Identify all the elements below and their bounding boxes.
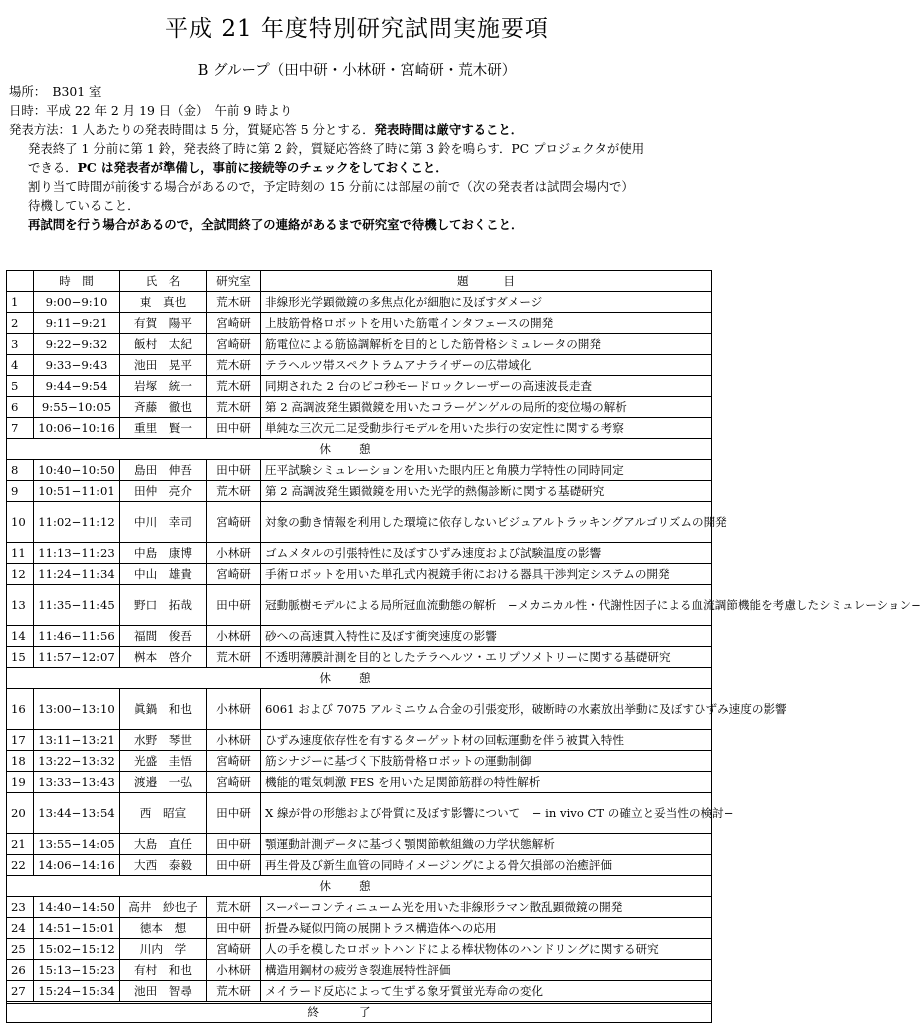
cell-name: 西 昭宣 bbox=[120, 793, 207, 834]
cell-lab: 荒木研 bbox=[207, 481, 261, 502]
cell-time: 10:51−11:01 bbox=[34, 481, 120, 502]
cell-lab: 宮崎研 bbox=[207, 751, 261, 772]
pc-prep-note: PC は発表者が準備し，事前に接続等のチェックをしておくこと． bbox=[77, 160, 448, 175]
cell-name: 大島 直任 bbox=[120, 834, 207, 855]
cell-topic: 第 2 高調波発生顕微鏡を用いたコラーゲンゲルの局所的変位場の解析 bbox=[261, 397, 712, 418]
cell-time: 14:51−15:01 bbox=[34, 918, 120, 939]
cell-time: 15:24−15:34 bbox=[34, 981, 120, 1002]
cell-no: 19 bbox=[7, 772, 34, 793]
cell-no: 9 bbox=[7, 481, 34, 502]
cell-topic: 冠動脈樹モデルによる局所冠血流動態の解析 −メカニカル性・代謝性因子による血流調節機能を考慮したシミュレーション− bbox=[261, 585, 712, 626]
cell-lab: 荒木研 bbox=[207, 897, 261, 918]
cell-topic: 同期された 2 台のピコ秒モードロックレーザーの高速波長走査 bbox=[261, 376, 712, 397]
cell-lab: 小林研 bbox=[207, 626, 261, 647]
cell-no: 24 bbox=[7, 918, 34, 939]
bottom-divider bbox=[6, 1003, 711, 1004]
group-subtitle: B グループ（田中研・小林研・宮崎研・荒木研） bbox=[197, 63, 517, 79]
cell-no: 6 bbox=[7, 397, 34, 418]
cell-name: 光盛 圭悟 bbox=[120, 751, 207, 772]
cell-name: 中川 幸司 bbox=[120, 502, 207, 543]
cell-topic: 対象の動き情報を利用した環境に依存しないビジュアルトラッキングアルゴリズムの開発 bbox=[261, 502, 712, 543]
break-row bbox=[7, 668, 712, 689]
cell-name: 斉藤 徹也 bbox=[120, 397, 207, 418]
cell-time: 13:55−14:05 bbox=[34, 834, 120, 855]
cell-name: 島田 伸吾 bbox=[120, 460, 207, 481]
cell-name: 徳本 想 bbox=[120, 918, 207, 939]
cell-no: 27 bbox=[7, 981, 34, 1002]
cell-topic: 圧平試験シミュレーションを用いた眼内圧と角膜力学特性の同時同定 bbox=[261, 460, 712, 481]
header-name: 氏 名 bbox=[120, 271, 207, 292]
cell-no: 3 bbox=[7, 334, 34, 355]
cell-time: 10:40−10:50 bbox=[34, 460, 120, 481]
header-topic: 題 目 bbox=[261, 271, 712, 292]
cell-name: 田仲 亮介 bbox=[120, 481, 207, 502]
break-row bbox=[7, 876, 712, 897]
cell-name: 池田 晃平 bbox=[120, 355, 207, 376]
method-text: 発表方法：1 人あたりの発表時間は 5 分，質疑応答 5 分とする． bbox=[9, 122, 375, 137]
cell-lab: 宮崎研 bbox=[207, 502, 261, 543]
table-row bbox=[7, 897, 712, 918]
table-row bbox=[7, 981, 712, 1002]
table-row bbox=[7, 751, 712, 772]
cell-time: 13:00−13:10 bbox=[34, 689, 120, 730]
cell-no: 10 bbox=[7, 502, 34, 543]
bell-line-2 bbox=[9, 158, 709, 177]
cell-time: 13:44−13:54 bbox=[34, 793, 120, 834]
page-title: 平成 21 年度特別研究試問実施要項 bbox=[165, 16, 549, 42]
cell-time: 9:33−9:43 bbox=[34, 355, 120, 376]
cell-topic: 砂への高速貫入特性に及ぼす衝突速度の影響 bbox=[261, 626, 712, 647]
table-row bbox=[7, 502, 712, 543]
cell-no: 14 bbox=[7, 626, 34, 647]
cell-topic: 折畳み疑似円筒の展開トラス構造体への応用 bbox=[261, 918, 712, 939]
cell-no: 21 bbox=[7, 834, 34, 855]
bell-line-1: 発表終了 1 分前に第 1 鈴，発表終了時に第 2 鈴，質疑応答終了時に第 3 鈴を鳴らす．PC プロジェクタが使用 bbox=[28, 141, 645, 156]
table-row bbox=[7, 585, 712, 626]
header-lab: 研究室 bbox=[207, 271, 261, 292]
cell-topic: 構造用鋼材の疲労き裂進展特性評価 bbox=[261, 960, 712, 981]
cell-lab: 荒木研 bbox=[207, 981, 261, 1002]
cell-time: 11:46−11:56 bbox=[34, 626, 120, 647]
cell-no: 16 bbox=[7, 689, 34, 730]
cell-lab: 宮崎研 bbox=[207, 564, 261, 585]
cell-topic: 筋電位による筋協調解析を目的とした筋骨格シミュレータの開発 bbox=[261, 334, 712, 355]
cell-name: 野口 拓哉 bbox=[120, 585, 207, 626]
cell-name: 高井 紗也子 bbox=[120, 897, 207, 918]
break-label: 休憩 bbox=[7, 439, 712, 460]
cell-lab: 田中研 bbox=[207, 418, 261, 439]
cell-no: 1 bbox=[7, 292, 34, 313]
cell-name: 岩塚 統一 bbox=[120, 376, 207, 397]
end-row bbox=[7, 1002, 712, 1023]
cell-no: 13 bbox=[7, 585, 34, 626]
table-header-row bbox=[7, 271, 712, 292]
table-row bbox=[7, 960, 712, 981]
cell-name: 飯村 太紀 bbox=[120, 334, 207, 355]
cell-time: 13:33−13:43 bbox=[34, 772, 120, 793]
cell-name: 川内 学 bbox=[120, 939, 207, 960]
cell-no: 20 bbox=[7, 793, 34, 834]
cell-no: 17 bbox=[7, 730, 34, 751]
cell-time: 13:22−13:32 bbox=[34, 751, 120, 772]
table-row bbox=[7, 939, 712, 960]
cell-no: 4 bbox=[7, 355, 34, 376]
cell-time: 9:22−9:32 bbox=[34, 334, 120, 355]
cell-name: 渡邉 一弘 bbox=[120, 772, 207, 793]
cell-time: 13:11−13:21 bbox=[34, 730, 120, 751]
cell-no: 25 bbox=[7, 939, 34, 960]
cell-topic: 人の手を模したロボットハンドによる棒状物体のハンドリングに関する研究 bbox=[261, 939, 712, 960]
cell-time: 11:24−11:34 bbox=[34, 564, 120, 585]
cell-no: 15 bbox=[7, 647, 34, 668]
cell-topic: 不透明薄膜計測を目的としたテラヘルツ・エリプソメトリーに関する基礎研究 bbox=[261, 647, 712, 668]
table-row bbox=[7, 689, 712, 730]
table-row bbox=[7, 772, 712, 793]
cell-lab: 宮崎研 bbox=[207, 939, 261, 960]
table-row bbox=[7, 730, 712, 751]
cell-lab: 田中研 bbox=[207, 585, 261, 626]
cell-topic: 顎運動計測データに基づく顎関節軟組織の力学状態解析 bbox=[261, 834, 712, 855]
table-row bbox=[7, 793, 712, 834]
bell-text-2: できる． bbox=[28, 160, 78, 175]
table-row bbox=[7, 334, 712, 355]
table-row bbox=[7, 460, 712, 481]
cell-no: 5 bbox=[7, 376, 34, 397]
cell-name: 有村 和也 bbox=[120, 960, 207, 981]
header-time: 時 間 bbox=[34, 271, 120, 292]
cell-lab: 小林研 bbox=[207, 543, 261, 564]
table-row bbox=[7, 564, 712, 585]
cell-time: 11:13−11:23 bbox=[34, 543, 120, 564]
cell-no: 8 bbox=[7, 460, 34, 481]
cell-name: 池田 智尋 bbox=[120, 981, 207, 1002]
table-row bbox=[7, 543, 712, 564]
cell-name: 中島 康博 bbox=[120, 543, 207, 564]
cell-time: 15:13−15:23 bbox=[34, 960, 120, 981]
wait-line-2: 待機していること． bbox=[28, 198, 140, 213]
cell-lab: 宮崎研 bbox=[207, 334, 261, 355]
info-block bbox=[9, 82, 709, 234]
break-label: 休憩 bbox=[7, 668, 712, 689]
method-line bbox=[9, 120, 709, 139]
table-row bbox=[7, 918, 712, 939]
cell-topic: ゴムメタルの引張特性に及ぼすひずみ速度および試験温度の影響 bbox=[261, 543, 712, 564]
cell-lab: 宮崎研 bbox=[207, 772, 261, 793]
cell-no: 12 bbox=[7, 564, 34, 585]
cell-no: 22 bbox=[7, 855, 34, 876]
table-row bbox=[7, 418, 712, 439]
cell-name: 眞鍋 和也 bbox=[120, 689, 207, 730]
cell-name: 東 真也 bbox=[120, 292, 207, 313]
end-label: 終了 bbox=[7, 1002, 712, 1023]
cell-time: 11:35−11:45 bbox=[34, 585, 120, 626]
schedule-table bbox=[6, 270, 921, 1023]
wait-line-1: 割り当て時間が前後する場合があるので，予定時刻の 15 分前には部屋の前で（次の発表者は試問会場内で） bbox=[28, 179, 634, 194]
cell-topic: X 線が骨の形態および骨質に及ぼす影響について − in vivo CT の確立と妥当性の検討− bbox=[261, 793, 712, 834]
table-row bbox=[7, 834, 712, 855]
cell-no: 7 bbox=[7, 418, 34, 439]
datetime-line: 日時：平成 22 年 2 月 19 日（金） 午前 9 時より bbox=[9, 103, 293, 118]
cell-topic: ひずみ速度依存性を有するターゲット材の回転運動を伴う被貫入特性 bbox=[261, 730, 712, 751]
cell-lab: 田中研 bbox=[207, 834, 261, 855]
table-row bbox=[7, 355, 712, 376]
cell-no: 11 bbox=[7, 543, 34, 564]
cell-lab: 荒木研 bbox=[207, 397, 261, 418]
table-row bbox=[7, 855, 712, 876]
cell-topic: 単純な三次元二足受動歩行モデルを用いた歩行の安定性に関する考察 bbox=[261, 418, 712, 439]
cell-time: 9:00−9:10 bbox=[34, 292, 120, 313]
cell-topic: 上肢筋骨格ロボットを用いた筋電インタフェースの開発 bbox=[261, 313, 712, 334]
method-strict-note: 発表時間は厳守すること． bbox=[374, 122, 524, 137]
cell-lab: 宮崎研 bbox=[207, 313, 261, 334]
cell-lab: 荒木研 bbox=[207, 647, 261, 668]
break-label: 休憩 bbox=[7, 876, 712, 897]
cell-no: 23 bbox=[7, 897, 34, 918]
cell-no: 2 bbox=[7, 313, 34, 334]
schedule-body bbox=[7, 292, 921, 1023]
cell-time: 9:55−10:05 bbox=[34, 397, 120, 418]
cell-time: 11:02−11:12 bbox=[34, 502, 120, 543]
cell-topic: スーパーコンティニューム光を用いた非線形ラマン散乱顕微鏡の開発 bbox=[261, 897, 712, 918]
cell-lab: 小林研 bbox=[207, 960, 261, 981]
cell-topic: 機能的電気刺激 FES を用いた足関節筋群の特性解析 bbox=[261, 772, 712, 793]
cell-lab: 田中研 bbox=[207, 460, 261, 481]
cell-topic: 第 2 高調波発生顕微鏡を用いた光学的熱傷診断に関する基礎研究 bbox=[261, 481, 712, 502]
cell-topic: 再生骨及び新生血管の同時イメージングによる骨欠損部の治癒評価 bbox=[261, 855, 712, 876]
cell-topic: 手術ロボットを用いた単孔式内視鏡手術における器具干渉判定システムの開発 bbox=[261, 564, 712, 585]
cell-name: 水野 琴世 bbox=[120, 730, 207, 751]
cell-lab: 田中研 bbox=[207, 855, 261, 876]
cell-no: 26 bbox=[7, 960, 34, 981]
cell-name: 重里 賢一 bbox=[120, 418, 207, 439]
cell-topic: メイラード反応によって生ずる象牙質蛍光寿命の変化 bbox=[261, 981, 712, 1002]
cell-lab: 田中研 bbox=[207, 793, 261, 834]
cell-topic: 非線形光学顕微鏡の多焦点化が細胞に及ぼすダメージ bbox=[261, 292, 712, 313]
cell-time: 11:57−12:07 bbox=[34, 647, 120, 668]
cell-name: 中山 雄貴 bbox=[120, 564, 207, 585]
cell-name: 桝本 啓介 bbox=[120, 647, 207, 668]
table-row bbox=[7, 397, 712, 418]
cell-topic: テラヘルツ帯スペクトラムアナライザーの広帯域化 bbox=[261, 355, 712, 376]
cell-name: 福間 俊吾 bbox=[120, 626, 207, 647]
cell-topic: 6061 および 7075 アルミニウム合金の引張変形，破断時の水素放出挙動に及ぼすひずみ速度の影響 bbox=[261, 689, 712, 730]
cell-lab: 田中研 bbox=[207, 918, 261, 939]
header-no bbox=[7, 271, 34, 292]
cell-time: 15:02−15:12 bbox=[34, 939, 120, 960]
cell-time: 9:44−9:54 bbox=[34, 376, 120, 397]
retest-note: 再試問を行う場合があるので，全試問終了の連絡があるまで研究室で待機しておくこと． bbox=[28, 217, 524, 232]
cell-name: 有賀 陽平 bbox=[120, 313, 207, 334]
cell-lab: 荒木研 bbox=[207, 376, 261, 397]
place-line: 場所： B301 室 bbox=[9, 84, 102, 99]
cell-lab: 小林研 bbox=[207, 730, 261, 751]
table-row bbox=[7, 481, 712, 502]
cell-no: 18 bbox=[7, 751, 34, 772]
cell-time: 14:40−14:50 bbox=[34, 897, 120, 918]
table-row bbox=[7, 292, 712, 313]
table-row bbox=[7, 313, 712, 334]
cell-lab: 小林研 bbox=[207, 689, 261, 730]
cell-time: 14:06−14:16 bbox=[34, 855, 120, 876]
cell-topic: 筋シナジーに基づく下肢筋骨格ロボットの運動制御 bbox=[261, 751, 712, 772]
cell-lab: 荒木研 bbox=[207, 292, 261, 313]
table-row bbox=[7, 647, 712, 668]
table-row bbox=[7, 626, 712, 647]
table-row bbox=[7, 376, 712, 397]
cell-time: 10:06−10:16 bbox=[34, 418, 120, 439]
break-row bbox=[7, 439, 712, 460]
cell-name: 大西 泰毅 bbox=[120, 855, 207, 876]
cell-lab: 荒木研 bbox=[207, 355, 261, 376]
cell-time: 9:11−9:21 bbox=[34, 313, 120, 334]
